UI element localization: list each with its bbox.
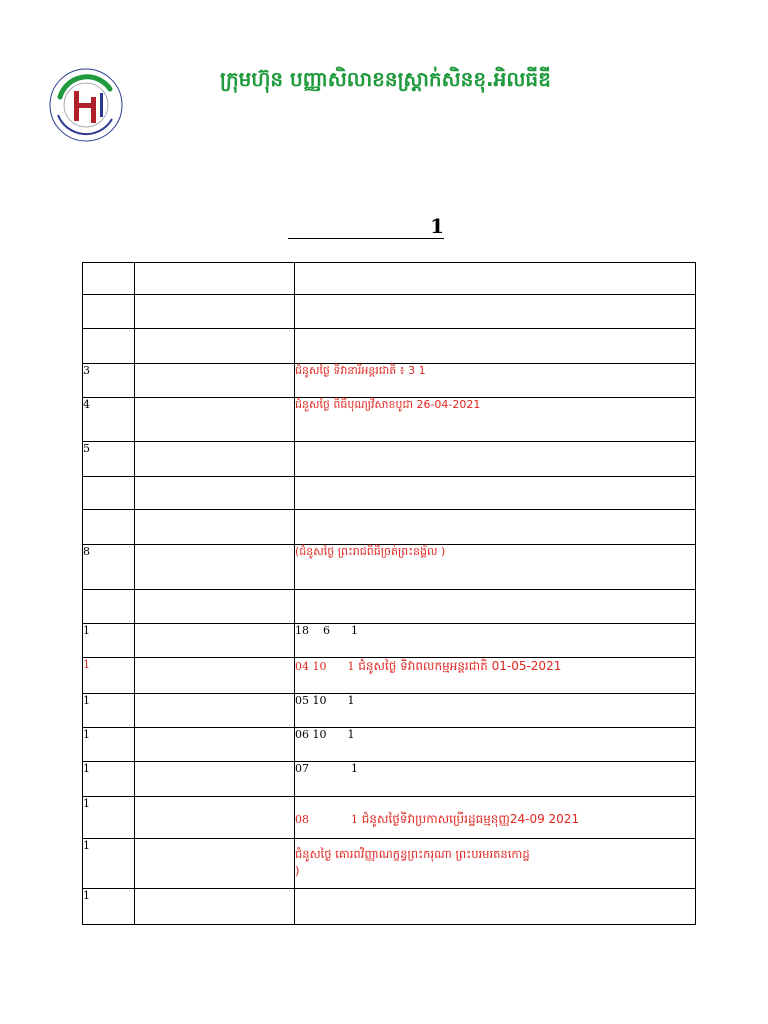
table-row <box>83 889 696 925</box>
row-note-line2: ) <box>295 864 300 878</box>
row-number: 8 <box>83 545 135 590</box>
row-number <box>83 263 135 295</box>
row-name <box>135 545 295 590</box>
row-name <box>135 658 295 694</box>
row-number: 1 <box>83 797 135 839</box>
row-number <box>83 477 135 510</box>
table-row <box>83 295 696 329</box>
table-row <box>83 658 696 694</box>
row-description: 07 1 <box>295 762 696 797</box>
row-description <box>295 295 696 329</box>
row-number: 1 <box>83 762 135 797</box>
row-name <box>135 624 295 658</box>
row-name <box>135 762 295 797</box>
document-title-number: 1 <box>430 214 444 238</box>
row-date: 08 1 <box>295 813 358 826</box>
table-row <box>83 839 696 889</box>
row-name <box>135 728 295 762</box>
table-row <box>83 364 696 398</box>
table-row <box>83 510 696 545</box>
row-description: ជំនូសថ្ងៃ ទិវានារីអន្តរជាតិ ៖ 3 1 <box>295 364 696 398</box>
row-number: 1 <box>83 889 135 925</box>
row-number: 3 <box>83 364 135 398</box>
row-number <box>83 510 135 545</box>
table-row <box>83 694 696 728</box>
row-description: 18 6 1 <box>295 624 696 658</box>
table-row <box>83 797 696 839</box>
row-description <box>295 658 696 694</box>
table-row <box>83 624 696 658</box>
row-name <box>135 889 295 925</box>
row-number: 5 <box>83 442 135 477</box>
row-name <box>135 295 295 329</box>
row-name <box>135 510 295 545</box>
table-row <box>83 762 696 797</box>
row-name <box>135 694 295 728</box>
document-title <box>288 214 444 239</box>
row-name <box>135 442 295 477</box>
table-row <box>83 398 696 442</box>
row-description: ជំនួសថ្ងៃ ពិធីបុណ្យវិសាខបូជា 26-04-2021 <box>295 398 696 442</box>
row-number <box>83 329 135 364</box>
row-number: 1 <box>83 694 135 728</box>
row-number <box>83 295 135 329</box>
table-row <box>83 590 696 624</box>
row-number: 1 <box>83 624 135 658</box>
company-name: ក្រុមហ៊ុន បញ្ញាសិលាខនស្រ្តាក់សិនខុ.អិលធីឌី <box>220 67 551 91</box>
row-name <box>135 797 295 839</box>
row-description <box>295 889 696 925</box>
row-number: 4 <box>83 398 135 442</box>
row-note: ជំនូសថ្ងៃទិវាប្រកាសប្រើរដ្ឋធម្មនុញ្ញ24-09 2021 <box>357 812 580 826</box>
company-logo <box>46 67 126 143</box>
row-description: 06 10 1 <box>295 728 696 762</box>
table-row <box>83 263 696 295</box>
row-description <box>295 510 696 545</box>
row-number <box>83 590 135 624</box>
table-row <box>83 442 696 477</box>
row-number: 1 <box>83 839 135 889</box>
row-date: 04 10 1 <box>295 660 355 673</box>
row-description <box>295 797 696 839</box>
table-row <box>83 329 696 364</box>
row-note: ជំនូសថ្ងៃ ទិវាពលកម្មអន្តរជាតិ 01-05-2021 <box>354 659 562 673</box>
table-row <box>83 545 696 590</box>
row-description <box>295 442 696 477</box>
row-name <box>135 839 295 889</box>
row-description <box>295 477 696 510</box>
schedule-table <box>82 262 696 925</box>
row-number: 1 <box>83 728 135 762</box>
row-name <box>135 590 295 624</box>
row-description: 05 10 1 <box>295 694 696 728</box>
row-name <box>135 398 295 442</box>
row-name <box>135 477 295 510</box>
row-description <box>295 329 696 364</box>
row-description <box>295 839 696 889</box>
row-note: ជំនូសថ្ងៃ គោរពវិញ្ញាណក្ខន្ធព្រះករុណា ព្រះបរមរតនកោដ្ឋ <box>295 847 530 861</box>
row-description <box>295 263 696 295</box>
row-name <box>135 329 295 364</box>
table-row <box>83 477 696 510</box>
row-number: 1 <box>83 658 135 694</box>
table-row <box>83 728 696 762</box>
row-description: (ជំនូសថ្ងៃ ព្រះរាជពិធីច្រត់ព្រះនង្គ័ល ) <box>295 545 696 590</box>
row-name <box>135 364 295 398</box>
row-name <box>135 263 295 295</box>
row-description <box>295 590 696 624</box>
